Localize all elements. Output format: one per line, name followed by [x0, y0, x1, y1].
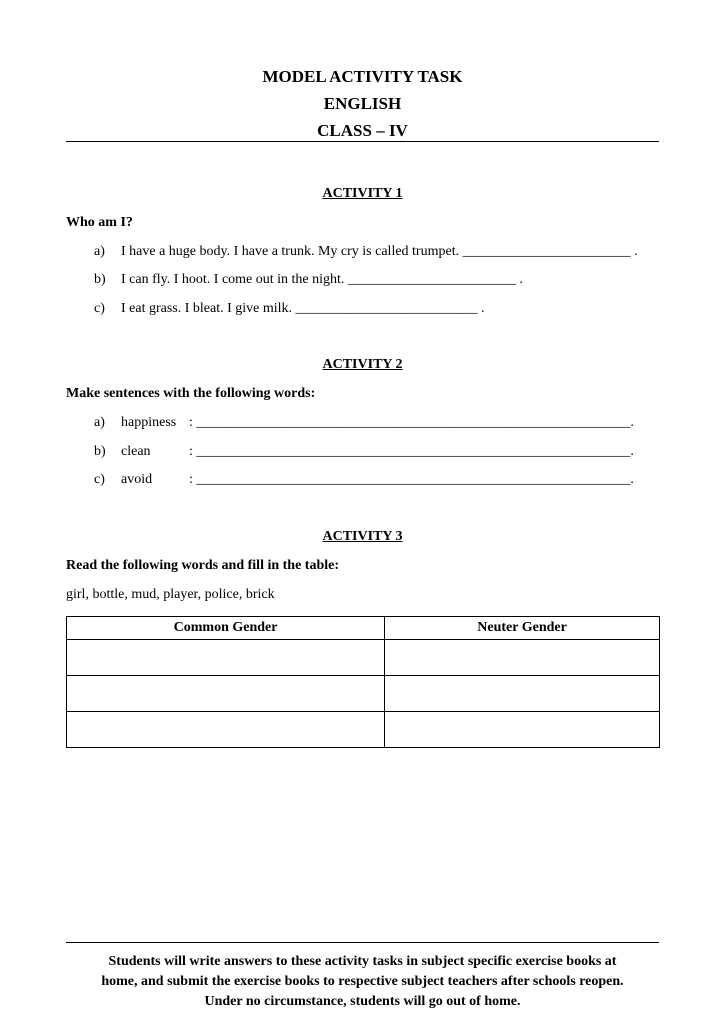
item-text: I eat grass. I bleat. I give milk. __________________________ .: [121, 301, 485, 316]
item-label: c): [94, 472, 105, 487]
item-label: c): [94, 301, 105, 316]
page-header: [66, 63, 659, 144]
activity1-question: Who am I?: [66, 215, 133, 230]
item-label: b): [94, 272, 106, 287]
answer-cell[interactable]: [67, 640, 385, 676]
activity2-title: ACTIVITY 2: [322, 357, 403, 372]
activity2-item-c: [94, 472, 634, 488]
item-label: a): [94, 244, 105, 259]
common-gender-header: Common Gender: [67, 617, 385, 640]
answer-cell[interactable]: [385, 640, 660, 676]
item-word: clean: [121, 444, 151, 459]
answer-cell[interactable]: [67, 676, 385, 712]
table-row: [67, 640, 660, 676]
activity2-item-a: [94, 415, 634, 431]
header-divider: [66, 141, 659, 142]
activity3-question: Read the following words and fill in the table:: [66, 558, 340, 573]
gender-table: [66, 616, 660, 748]
activity2-item-b: [94, 444, 634, 460]
table-row: [67, 712, 660, 748]
activity1-item-c: [94, 301, 485, 317]
footer-note: [66, 952, 659, 1012]
table-row: [67, 676, 660, 712]
header-subject: ENGLISH: [323, 94, 402, 113]
footer-line: Students will write answers to these activity tasks in subject specific exercise books at: [108, 954, 617, 969]
activity1-item-b: [94, 272, 523, 288]
table-header-row: [67, 617, 660, 640]
activity3-title: ACTIVITY 3: [322, 529, 403, 544]
activity1-item-a: [94, 244, 638, 260]
footer-divider: [66, 942, 659, 943]
item-label: b): [94, 444, 106, 459]
answer-cell[interactable]: [385, 676, 660, 712]
activity3-word-list: girl, bottle, mud, player, police, brick: [66, 587, 275, 602]
item-blank: : ______________________________________________________________.: [189, 472, 634, 487]
header-class: CLASS – IV: [317, 121, 408, 140]
answer-cell[interactable]: [67, 712, 385, 748]
activity1-title: ACTIVITY 1: [322, 186, 403, 201]
neuter-gender-header: Neuter Gender: [385, 617, 660, 640]
header-title: MODEL ACTIVITY TASK: [262, 67, 463, 86]
activity2-question: Make sentences with the following words:: [66, 386, 316, 401]
item-word: avoid: [121, 472, 153, 487]
item-text: I have a huge body. I have a trunk. My cry is called trumpet. ________________________ .: [121, 244, 638, 259]
footer-line: Under no circumstance, students will go out of home.: [204, 994, 521, 1009]
item-text: I can fly. I hoot. I come out in the night. ________________________ .: [121, 272, 523, 287]
item-blank: : ______________________________________________________________.: [189, 415, 634, 430]
item-word: happiness: [121, 415, 177, 430]
item-blank: : ______________________________________________________________.: [189, 444, 634, 459]
item-label: a): [94, 415, 105, 430]
footer-line: home, and submit the exercise books to respective subject teachers after schools reopen.: [101, 974, 624, 989]
answer-cell[interactable]: [385, 712, 660, 748]
